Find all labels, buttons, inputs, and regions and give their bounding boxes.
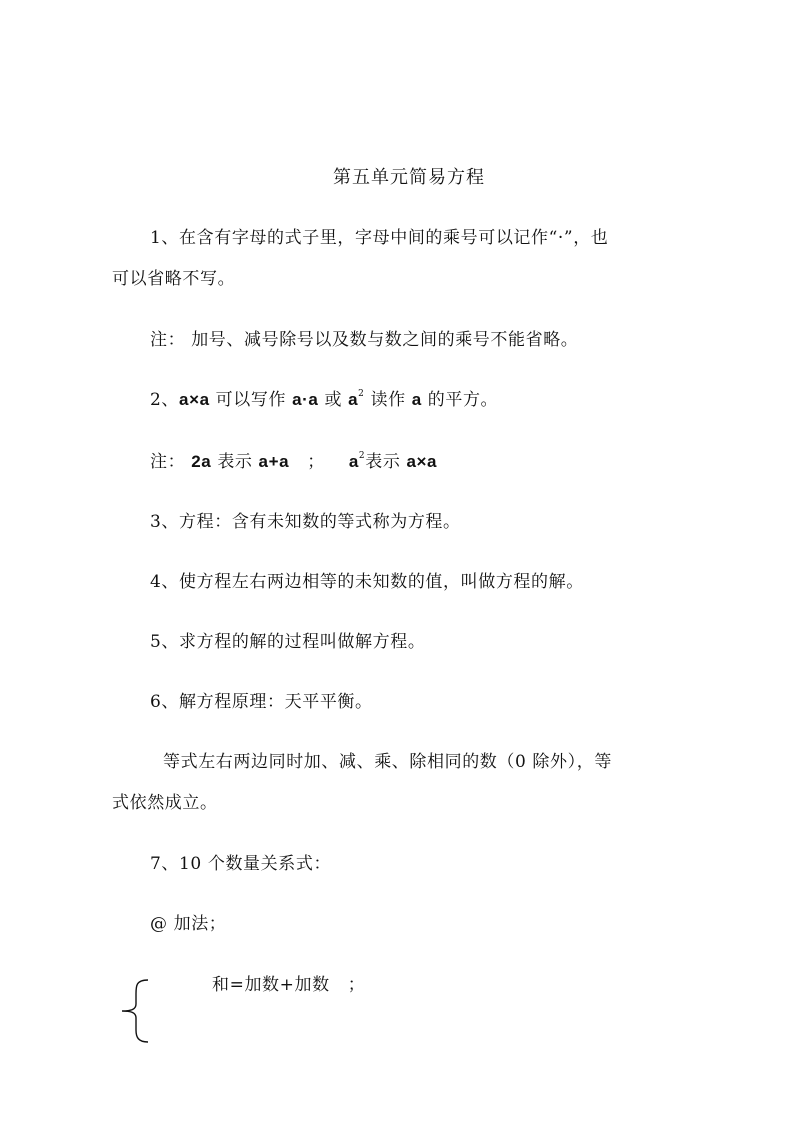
formula-sum: 和=加数+加数 ； (212, 975, 366, 995)
note-2-expr-2: a+a (258, 452, 290, 471)
curly-brace-icon (118, 978, 158, 1044)
item-2-square-exponent: 2 (358, 389, 365, 399)
item-2-prefix: 2、 (150, 390, 180, 410)
note-1: 注： 加号、减号除号以及数与数之间的乘号不能省略。 (150, 330, 579, 350)
item-2-text-2: 或 (318, 390, 349, 410)
addition-heading: @ 加法； (150, 914, 227, 934)
item-2 (150, 388, 498, 412)
item-3: 3、方程：含有未知数的等式称为方程。 (150, 512, 461, 532)
item-2-expr-3: a (411, 390, 422, 409)
item-2-expr-2: a·a (292, 390, 319, 409)
item-1-line-2: 可以省略不写。 (112, 269, 236, 289)
note-2-separator: ； (289, 452, 349, 472)
note-2 (150, 450, 437, 474)
item-4: 4、使方程左右两边相等的未知数的值，叫做方程的解。 (150, 572, 584, 592)
item-2-text-1: 可以写作 (209, 390, 293, 410)
item-5: 5、求方程的解的过程叫做解方程。 (150, 632, 426, 652)
principle-line-1: 等式左右两边同时加、减、乘、除相同的数（0 除外），等 (163, 752, 612, 772)
note-2-text-1: 表示 (211, 452, 259, 472)
item-7: 7、10 个数量关系式： (150, 854, 332, 874)
note-2-text-2: 表示 (365, 452, 407, 472)
note-2-label: 注： (150, 452, 192, 472)
item-2-text-4: 的平方。 (421, 390, 499, 410)
item-6: 6、解方程原理：天平平衡。 (150, 692, 373, 712)
item-2-expr-1: a×a (179, 390, 210, 409)
note-2-square-base: a (348, 452, 359, 471)
note-2-expr-1: 2a (191, 452, 212, 471)
item-1-line-1: 1、在含有字母的式子里，字母中间的乘号可以记作“·”，也 (150, 228, 609, 248)
note-2-expr-3: a×a (406, 452, 438, 471)
page-title: 第五单元简易方程 (333, 167, 485, 188)
item-2-square-base: a (348, 390, 359, 409)
note-2-square-exponent: 2 (358, 451, 366, 461)
principle-line-2: 式依然成立。 (112, 793, 218, 813)
item-2-text-3: 读作 (364, 390, 412, 410)
